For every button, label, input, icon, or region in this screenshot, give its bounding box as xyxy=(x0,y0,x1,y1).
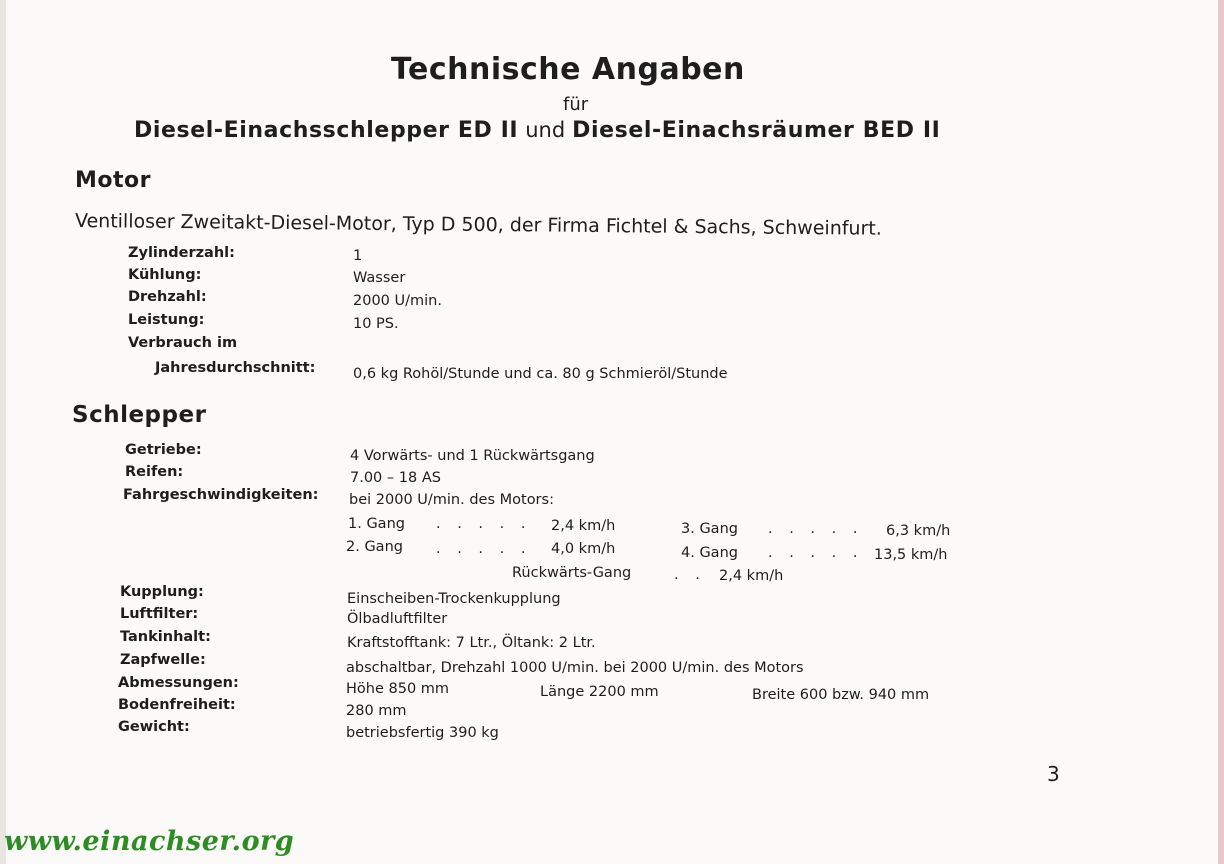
reverse-gear-label: Rückwärts-Gang xyxy=(512,565,632,581)
gear-1-dots: . . . . . xyxy=(436,516,532,532)
spec-label-reifen: Reifen: xyxy=(125,464,184,480)
spec-label-jahresdurchschnitt: Jahresdurchschnitt: xyxy=(155,360,316,376)
gear-3-label: 3. Gang xyxy=(681,521,738,537)
page-title: Technische Angaben xyxy=(391,52,745,87)
spec-label-zapfwelle: Zapfwelle: xyxy=(120,652,206,668)
spec-label-fahrgeschwindigkeiten: Fahrgeschwindigkeiten: xyxy=(123,487,319,503)
spec-label-kuehlung: Kühlung: xyxy=(128,267,202,283)
model-1: Diesel-Einachsschlepper ED II xyxy=(134,118,519,143)
gear-2-dots: . . . . . xyxy=(436,541,532,557)
model-2: Diesel-Einachsräumer BED II xyxy=(572,118,941,143)
spec-label-verbrauch: Verbrauch im xyxy=(128,335,238,351)
section-heading-motor: Motor xyxy=(75,168,151,193)
spec-label-zylinderzahl: Zylinderzahl: xyxy=(128,245,235,261)
reverse-gear-dots: . . xyxy=(674,567,706,583)
spec-label-drehzahl: Drehzahl: xyxy=(128,289,207,305)
dimension-breite: Breite 600 bzw. 940 mm xyxy=(752,687,930,703)
spec-label-kupplung: Kupplung: xyxy=(120,584,204,600)
spec-value-luftfilter: Ölbadluftfilter xyxy=(347,611,448,627)
page-edge-right xyxy=(1218,0,1224,864)
gear-4-dots: . . . . . xyxy=(768,545,864,561)
spec-label-gewicht: Gewicht: xyxy=(118,719,190,735)
spec-label-leistung: Leistung: xyxy=(128,312,205,328)
gear-4-speed: 13,5 km/h xyxy=(874,547,948,563)
watermark: www.einachser.org xyxy=(4,826,295,857)
gear-1-speed: 2,4 km/h xyxy=(551,518,616,534)
page-number: 3 xyxy=(1047,762,1060,786)
page-edge-left xyxy=(0,0,6,864)
spec-label-tankinhalt: Tankinhalt: xyxy=(120,629,211,645)
spec-value-tankinhalt: Kraftstofftank: 7 Ltr., Öltank: 2 Ltr. xyxy=(347,635,596,651)
spec-value-zylinderzahl: 1 xyxy=(353,248,363,264)
spec-value-verbrauch: 0,6 kg Rohöl/Stunde und ca. 80 g Schmieröl/Stunde xyxy=(353,366,728,382)
dimension-hoehe: Höhe 850 mm xyxy=(346,681,450,697)
spec-value-gewicht: betriebsfertig 390 kg xyxy=(346,725,499,741)
page-subtitle xyxy=(134,118,940,143)
subtitle-und: und xyxy=(525,118,566,142)
spec-value-fahrgeschwindigkeiten: bei 2000 U/min. des Motors: xyxy=(349,492,554,508)
spec-value-bodenfreiheit: 280 mm xyxy=(346,703,407,719)
motor-description: Ventilloser Zweitakt-Diesel-Motor, Typ D 500, der Firma Fichtel & Sachs, Schweinfurt. xyxy=(74,210,882,240)
spec-value-kuehlung: Wasser xyxy=(353,270,406,286)
gear-3-dots: . . . . . xyxy=(768,521,864,537)
spec-value-leistung: 10 PS. xyxy=(353,316,399,332)
reverse-gear-speed: 2,4 km/h xyxy=(719,568,784,584)
dimension-laenge: Länge 2200 mm xyxy=(540,684,659,700)
spec-value-reifen: 7.00 – 18 AS xyxy=(350,470,441,486)
spec-label-getriebe: Getriebe: xyxy=(125,442,202,458)
spec-value-getriebe: 4 Vorwärts- und 1 Rückwärtsgang xyxy=(350,448,595,464)
gear-2-speed: 4,0 km/h xyxy=(551,541,616,557)
gear-1-label: 1. Gang xyxy=(348,516,405,532)
section-heading-schlepper: Schlepper xyxy=(72,402,207,428)
spec-label-abmessungen: Abmessungen: xyxy=(118,675,239,691)
spec-label-bodenfreiheit: Bodenfreiheit: xyxy=(118,697,236,713)
gear-4-label: 4. Gang xyxy=(681,545,738,561)
spec-value-drehzahl: 2000 U/min. xyxy=(353,293,442,309)
spec-value-kupplung: Einscheiben-Trockenkupplung xyxy=(347,591,561,607)
spec-label-luftfilter: Luftfilter: xyxy=(120,606,199,622)
gear-3-speed: 6,3 km/h xyxy=(886,523,951,539)
spec-value-zapfwelle: abschaltbar, Drehzahl 1000 U/min. bei 2000 U/min. des Motors xyxy=(346,660,804,676)
gear-2-label: 2. Gang xyxy=(346,539,403,555)
title-fuer: für xyxy=(563,94,589,115)
